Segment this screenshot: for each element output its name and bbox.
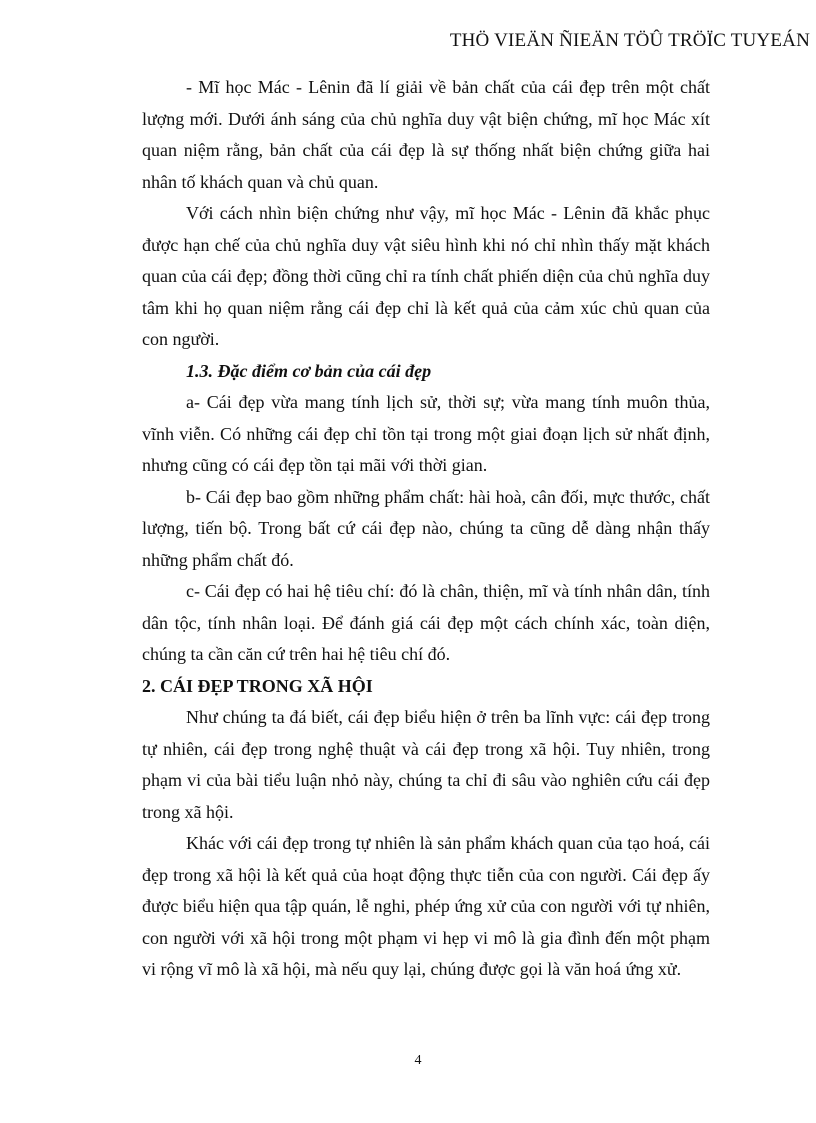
paragraph: Như chúng ta đá biết, cái đẹp biểu hiện ở trên ba lĩnh vực: cái đẹp trong tự nhiên, cái đẹp trong nghệ thuật và cái đẹp trong xã hội. Tuy nhiên, trong phạm vi của bài tiểu luận nhỏ này, chúng ta chỉ đi sâu vào nghiên cứu cái đẹp trong xã hội. xyxy=(142,707,710,822)
page-number: 4 xyxy=(414,1053,422,1068)
page-header: THÖ VIEÄN ÑIEÄN TÖÛ TRÖÏC TUYEÁN xyxy=(449,30,810,51)
paragraph: c- Cái đẹp có hai hệ tiêu chí: đó là chân, thiện, mĩ và tính nhân dân, tính dân tộc, tính nhân loại. Để đánh giá cái đẹp một cách chính xác, toàn diện, chúng ta cần căn cứ trên hai hệ tiêu chí đó. xyxy=(142,581,710,664)
paragraph: Với cách nhìn biện chứng như vậy, mĩ học Mác - Lênin đã khắc phục được hạn chế của chủ nghĩa duy vật siêu hình khi nó chỉ nhìn thấy mặt khách quan của cái đẹp; đồng thời cũng chỉ ra tính chất phiến diện của chủ nghĩa duy tâm khi họ quan niệm rằng cái đẹp chỉ là kết quả của cảm xúc chủ quan của con người. xyxy=(142,203,710,349)
paragraph: a- Cái đẹp vừa mang tính lịch sử, thời sự; vừa mang tính muôn thủa, vĩnh viễn. Có những cái đẹp chỉ tồn tại trong một giai đoạn lịch sử nhất định, nhưng cũng có cái đẹp tồn tại mãi với thời gian. xyxy=(142,392,710,475)
document-body xyxy=(142,72,710,986)
chapter-heading: 2. CÁI ĐẸP TRONG XÃ HỘI xyxy=(142,675,373,696)
paragraph: Khác với cái đẹp trong tự nhiên là sản phẩm khách quan của tạo hoá, cái đẹp trong xã hội là kết quả của hoạt động thực tiễn của con người. Cái đẹp ấy được biểu hiện qua tập quán, lễ nghi, phép ứng xử của con người với tự nhiên, con người với xã hội trong một phạm vi hẹp vi mô là gia đình đến một phạm vi rộng vĩ mô là xã hội, mà nếu quy lại, chúng được gọi là văn hoá ứng xử. xyxy=(142,833,710,979)
section-heading: 1.3. Đặc điểm cơ bản của cái đẹp xyxy=(186,360,432,381)
paragraph: b- Cái đẹp bao gồm những phẩm chất: hài hoà, cân đối, mực thước, chất lượng, tiến bộ. Trong bất cứ cái đẹp nào, chúng ta cũng dễ dàng nhận thấy những phẩm chất đó. xyxy=(142,486,710,570)
paragraph: - Mĩ học Mác - Lênin đã lí giải về bản chất của cái đẹp trên một chất lượng mới. Dưới ánh sáng của chủ nghĩa duy vật biện chứng, mĩ học Mác xít quan niệm rằng, bản chất của cái đẹp là sự thống nhất biện chứng giữa hai nhân tố khách quan và chủ quan. xyxy=(142,77,710,192)
